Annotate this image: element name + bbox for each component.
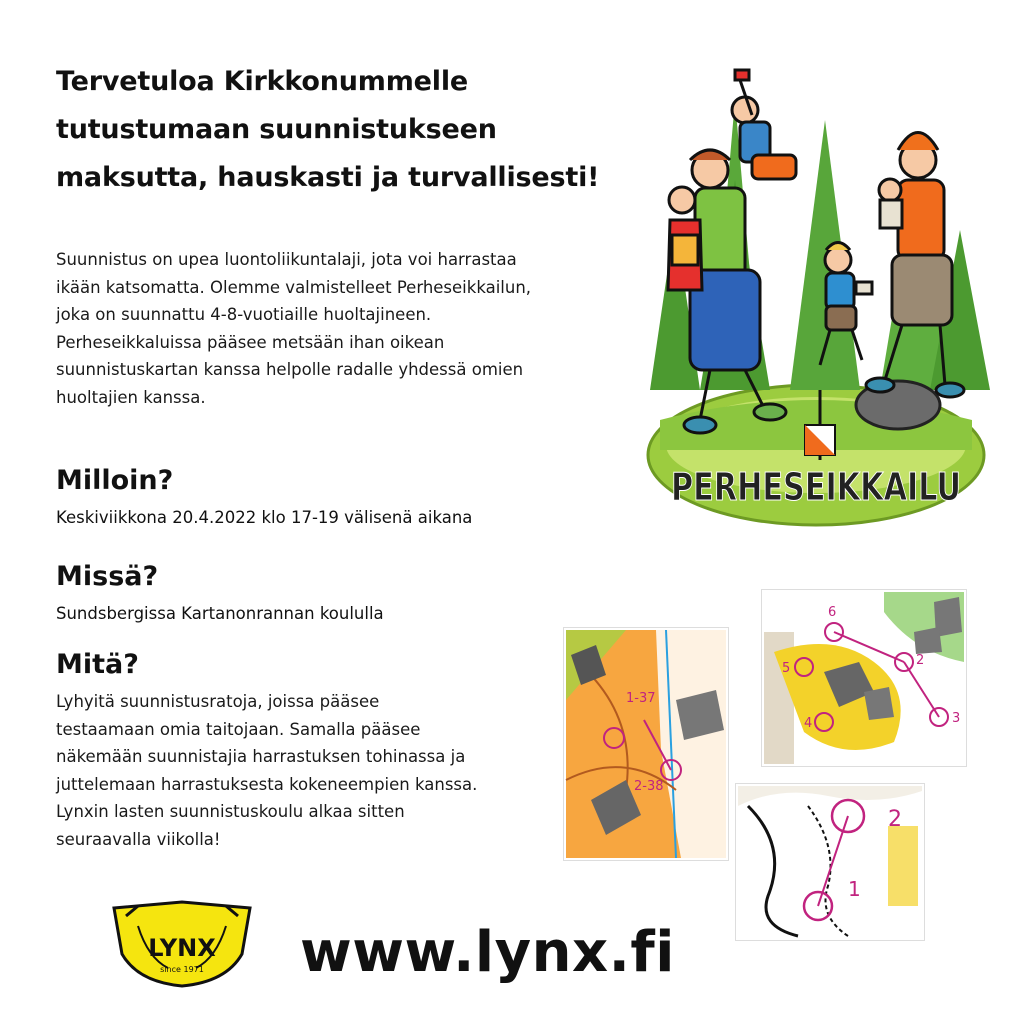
illustration-banner: PERHESEIKKAILU — [671, 465, 961, 509]
map-label: 6 — [828, 605, 837, 620]
map-excerpt-left — [564, 628, 728, 860]
intro-line: ikään katsomatta. Olemme valmistelleet Perheseikkailun, — [56, 277, 532, 297]
where-text: Sundsbergissa Kartanonrannan koululla — [56, 604, 384, 623]
where-heading: Missä? — [56, 561, 159, 592]
child-figure — [732, 70, 796, 179]
what-line: testaamaan omia taitojaan. Samalla pääsee — [56, 719, 421, 739]
headline-line: tutustumaan suunnistukseen — [56, 114, 497, 145]
headline-line: maksutta, hauskasti ja turvallisesti! — [56, 162, 600, 193]
map-label: 3 — [952, 711, 961, 726]
intro-line: huoltajien kanssa. — [56, 387, 206, 407]
headline-line: Tervetuloa Kirkkonummelle — [56, 66, 468, 97]
when-heading: Milloin? — [56, 465, 174, 496]
map-label: 2-38 — [634, 779, 664, 794]
intro-line: joka on suunnattu 4-8-vuotiaille huoltajineen. — [56, 305, 432, 324]
map-label: 1 — [848, 877, 861, 901]
what-heading: Mitä? — [56, 649, 139, 680]
logo-since: since 1971 — [160, 965, 204, 974]
when-text: Keskiviikkona 20.4.2022 klo 17-19 välisenä aikana — [56, 508, 473, 527]
what-line: Lynxin lasten suunnistuskoulu alkaa sitten — [56, 802, 405, 821]
intro-line: Perheseikkaluissa pääsee metsään ihan oikean — [56, 332, 445, 352]
map-excerpt-right-top — [762, 590, 966, 766]
lynx-logo — [108, 898, 256, 990]
what-paragraph — [56, 688, 477, 853]
what-line: seuraavalla viikolla! — [56, 829, 221, 849]
intro-line: Suunnistus on upea luontoliikuntalaji, jota voi harrastaa — [56, 250, 517, 269]
map-label: 5 — [782, 661, 791, 676]
map-label: 1-37 — [626, 691, 656, 706]
intro-paragraph — [56, 246, 531, 411]
map-excerpt-right-bottom — [736, 784, 924, 940]
map-label: 2 — [888, 807, 902, 832]
family-illustration — [640, 60, 992, 522]
map-label: 2 — [916, 653, 925, 668]
intro-line: suunnistuskartan kanssa helpolle radalle yhdessä omien — [56, 360, 524, 379]
what-line: Lyhyitä suunnistusratoja, joissa pääsee — [56, 692, 380, 711]
headline — [56, 58, 656, 202]
logo-name: LYNX — [148, 934, 216, 962]
what-line: näkemään suunnistajia harrastuksen tohinassa ja — [56, 747, 466, 766]
what-line: juttelemaan harrastuksesta kokeneempien kanssa. — [56, 774, 478, 794]
map-label: 4 — [804, 716, 813, 731]
website-link[interactable]: www.lynx.fi — [300, 920, 675, 985]
